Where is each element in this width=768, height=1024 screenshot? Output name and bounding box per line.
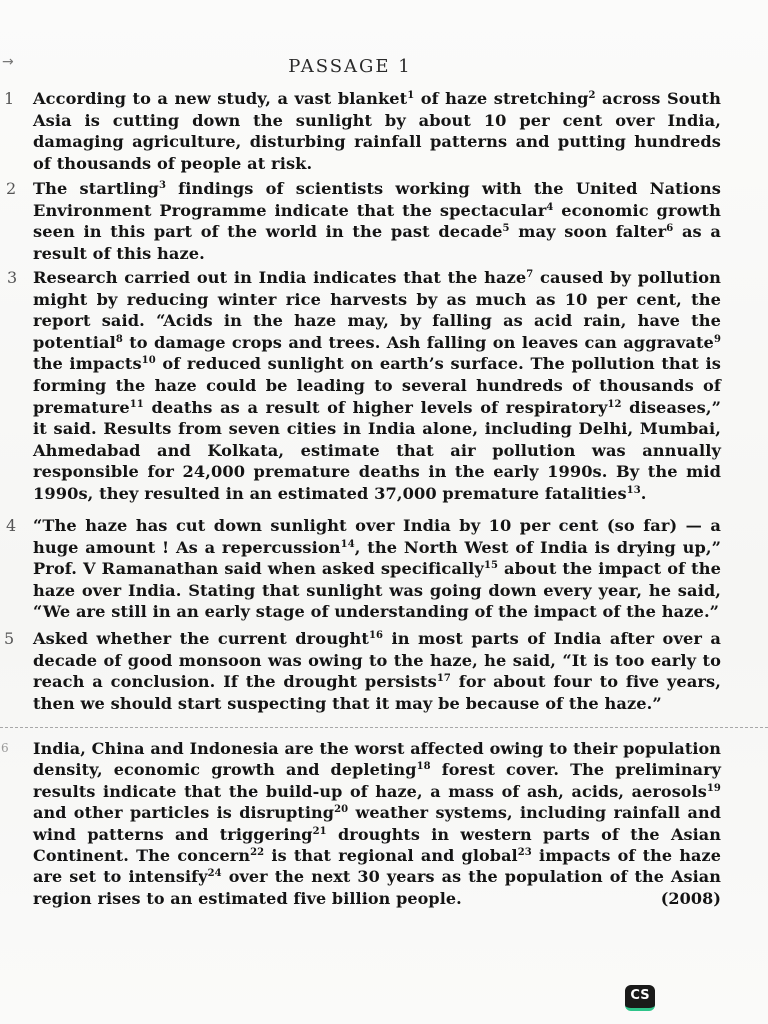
text-run: across South Asia is cutting down the sunlight by about 10 per cent over India, damaging agriculture, disturbing rainfall patterns and putting hundreds of thousands of people at risk. [33,89,721,173]
footnote-marker: 18 [416,761,431,773]
text-run: diseases,” it said. Results from seven cities in India alone, including Delhi, Mumbai, Ahmedabad and Kolkata, estimate that air pollution was annually responsible for 24,000 premature deaths in the early 1990s. By the mid 1990s, they resulted in an estimated 37,000 premature fatalities [33,397,722,503]
text-run: of reduced sunlight on earth’s surface. The pollution that is forming the haze could be leading to several hundreds of thousands of premature [33,354,721,417]
footnote-marker: 3 [158,180,166,191]
footnote-marker: 14 [340,538,355,550]
footnote-marker: 10 [141,355,156,367]
text-run: and other particles is disrupting [33,803,335,823]
publication-year: (2008) [660,888,721,908]
footnote-marker: 11 [129,398,144,410]
paragraph-number: 3 [7,268,18,287]
footnote-marker: 2 [588,90,596,101]
footnote-marker: 20 [334,804,349,816]
footnote-marker: 24 [207,868,222,880]
paragraph-2 [6,178,721,264]
paragraph-text [33,89,721,173]
text-run: weather systems, including rainfall and wind patterns and triggering [33,803,722,844]
footnote-marker: 5 [502,223,510,235]
footnote-marker: 1 [407,90,415,101]
paragraph-text [33,268,721,503]
paragraph-5 [4,628,721,714]
page-fold-line [0,727,768,732]
footnote-marker: 6 [666,223,674,235]
paragraph-number: 2 [6,179,17,198]
footnote-marker: 15 [483,560,499,572]
text-run: , the North West of India is drying up,” Prof. V Ramanathan said when asked specifically [33,537,722,579]
paragraph-text [33,739,721,908]
paragraph-6 [1,738,722,909]
footnote-marker: 19 [706,782,721,794]
footnote-marker: 13 [626,484,641,496]
footnote-marker: 8 [115,333,123,345]
footnote-marker: 23 [517,847,532,859]
text-run: The startling [33,179,159,198]
footnote-marker: 16 [368,630,384,641]
text-run: economic growth seen in this part of the world in the past decade [33,200,721,242]
text-run: forest cover. The preliminary results indicate that the build-up of haze, a mass of ash, acids, aerosols [33,760,721,801]
paragraph-number: 1 [4,89,15,108]
text-run: about the impact of the haze over India. Stating that sunlight was going down every year, he said, “We are still in an early stage of understanding of the impact of the haze.” [33,559,721,622]
text-run: Asked whether the current drought [33,629,369,648]
footnote-marker: 12 [607,398,622,410]
text-run: is that regional and global [264,846,518,866]
paragraph-text [33,516,721,621]
footnote-marker: 7 [526,269,534,280]
paragraph-1 [4,88,721,174]
text-run: to damage crops and trees. Ash falling on leaves can aggravate [122,332,714,352]
text-run: for about four to five years, then we should start suspecting that it may be because of the haze.” [33,672,721,713]
text-run: deaths as a result of higher levels of respiratory [143,397,608,417]
paragraph-text [33,179,721,263]
text-run: over the next 30 years as the population of the Asian region rises to an estimated five billion people. [33,867,721,908]
paragraph-4 [6,515,722,623]
text-run: Research carried out in India indicates that the haze [33,268,527,287]
paragraph-number: 4 [6,516,17,535]
paragraph-3 [7,267,722,505]
text-run: as a result of this haze. [33,222,721,263]
paragraph-number: 6 [1,741,9,755]
passage-title: PASSAGE 1 [288,56,412,77]
text-run: in most parts of India after over a decade of good monsoon was owing to the haze, he said, “It is too early to reach a conclusion. If the drought persists [33,629,721,692]
footnote-marker: 22 [250,847,265,859]
footnote-marker: 9 [713,333,721,345]
text-run: may soon falter [509,222,667,242]
footnote-marker: 21 [312,825,327,837]
text-run: According to a new study, a vast blanket [33,89,408,108]
text-run: India, China and Indonesia are the worst affected owing to their population density, economic growth and depleting [33,739,721,780]
text-run: findings of scientists working with the United Nations Environment Programme indicate that the spectacular [33,179,721,220]
text-run: the impacts [33,354,142,374]
text-run: caused by pollution might by reducing winter rice harvests by as much as 10 per cent, the report said. “Acids in the haze may, by falling as acid rain, have the potential [33,268,721,352]
footnote-marker: 17 [436,673,451,685]
text-run: . [640,483,647,503]
footnote-marker: 4 [546,201,554,213]
paragraph-number: 5 [4,629,15,648]
text-run: “The haze has cut down sunlight over India by 10 per cent (so far) — a huge amount ! As a repercussion [33,516,721,557]
text-run: of haze stretching [414,89,589,108]
text-run: impacts of the haze are set to intensify [33,846,721,887]
camscanner-badge: CS [625,985,655,1011]
paragraph-text [33,629,721,713]
margin-mark-icon: → [2,54,14,70]
text-run: droughts in western parts of the Asian Continent. The concern [33,824,721,866]
